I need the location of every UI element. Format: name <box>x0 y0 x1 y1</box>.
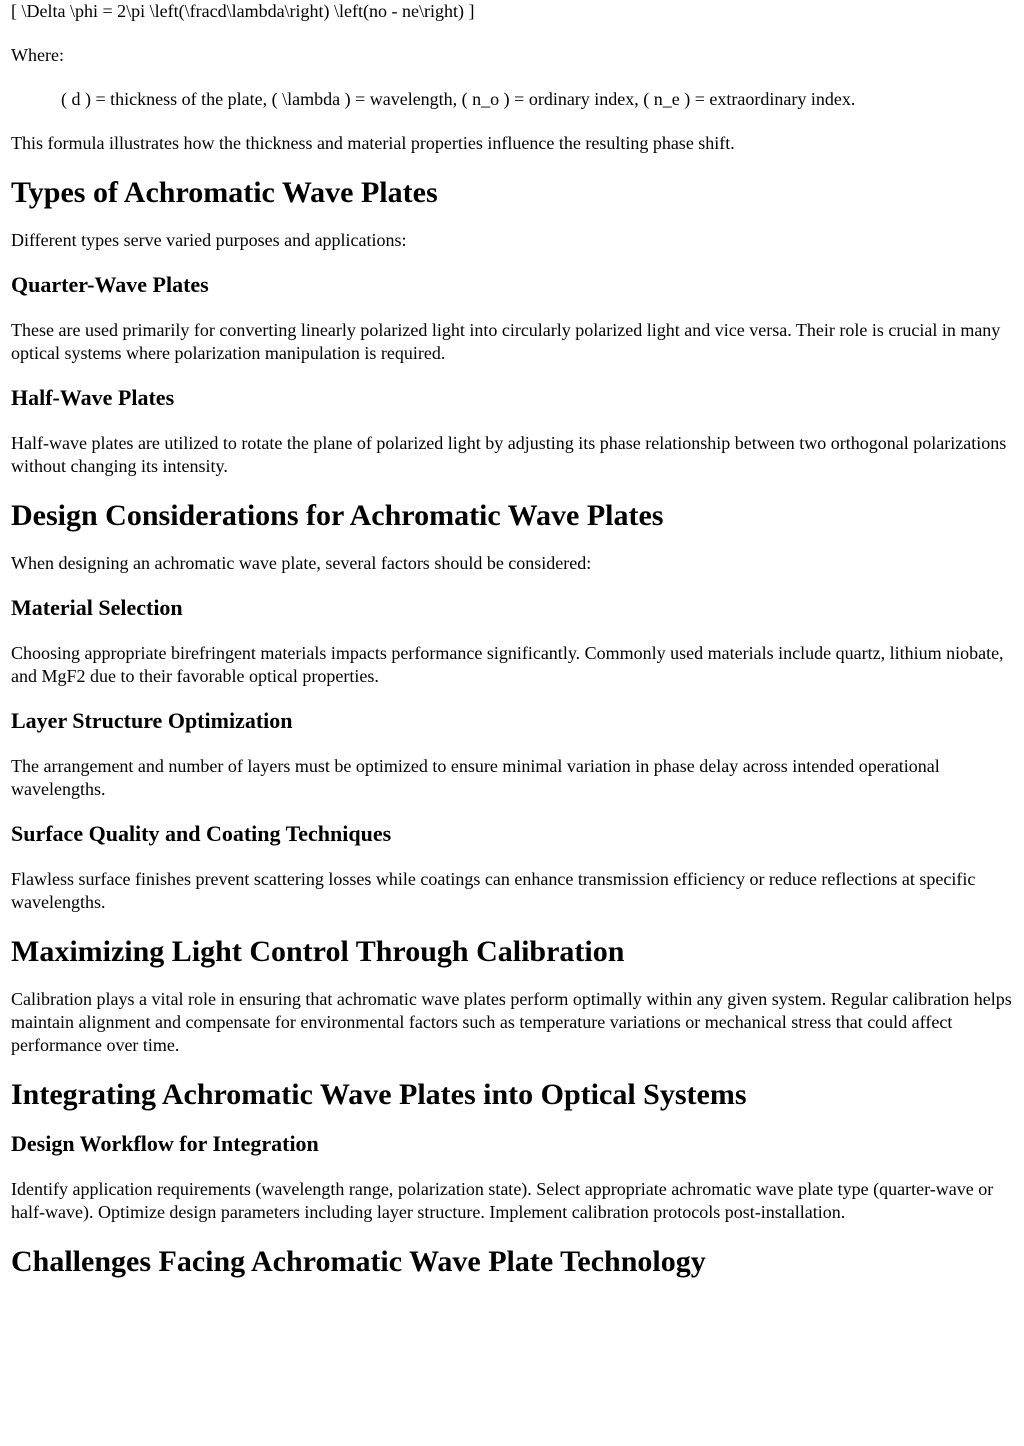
half-wave-heading: Half-Wave Plates <box>11 385 175 410</box>
layer-text: The arrangement and number of layers must be optimized to ensure minimal variation in phase delay across intended operational wavelengths. <box>11 756 940 799</box>
challenges-heading: Challenges Facing Achromatic Wave Plate Technology <box>11 1245 706 1278</box>
phase-formula: [ \Delta \phi = 2\pi \left(\fracd\lambda\right) \left(no - ne\right) ] <box>11 1 475 21</box>
formula-note: This formula illustrates how the thickness and material properties influence the resulting phase shift. <box>11 133 735 153</box>
quarter-wave-heading: Quarter-Wave Plates <box>11 272 209 297</box>
quarter-wave-text: These are used primarily for converting linearly polarized light into circularly polarized light and vice versa. Their role is crucial in many optical systems where polarization manipulation is required. <box>11 320 1001 363</box>
surface-text: Flawless surface finishes prevent scattering losses while coatings can enhance transmission efficiency or reduce reflections at specific wavelengths. <box>11 869 976 912</box>
article-body <box>11 0 1015 1280</box>
types-heading: Types of Achromatic Wave Plates <box>11 176 438 209</box>
calibration-heading: Maximizing Light Control Through Calibration <box>11 935 625 968</box>
design-heading: Design Considerations for Achromatic Wave Plates <box>11 499 664 532</box>
integration-heading: Integrating Achromatic Wave Plates into Optical Systems <box>11 1078 747 1111</box>
variable-definitions: ( d ) = thickness of the plate, ( \lambda ) = wavelength, ( n_o ) = ordinary index, ( n_e ) = extraordinary index. <box>61 89 856 109</box>
layer-heading: Layer Structure Optimization <box>11 708 293 733</box>
material-heading: Material Selection <box>11 595 183 620</box>
surface-heading: Surface Quality and Coating Techniques <box>11 821 392 846</box>
calibration-text: Calibration plays a vital role in ensuring that achromatic wave plates perform optimally within any given system. Regular calibration helps maintain alignment and compensate for environmental factors such as temperature variations or mechanical stress that could affect performance over time. <box>11 989 1012 1055</box>
design-intro: When designing an achromatic wave plate, several factors should be considered: <box>11 553 592 573</box>
material-text: Choosing appropriate birefringent materials impacts performance significantly. Commonly used materials include quartz, lithium niobate, and MgF2 due to their favorable optical properties. <box>11 643 1004 686</box>
where-label: Where: <box>11 45 64 65</box>
workflow-heading: Design Workflow for Integration <box>11 1131 319 1156</box>
workflow-text: Identify application requirements (wavelength range, polarization state). Select appropriate achromatic wave plate type (quarter-wave or half-wave). Optimize design parameters including layer structure. Implement calibration protocols post-installation. <box>11 1179 994 1222</box>
types-intro: Different types serve varied purposes and applications: <box>11 230 407 250</box>
half-wave-text: Half-wave plates are utilized to rotate the plane of polarized light by adjusting its phase relationship between two orthogonal polarizations without changing its intensity. <box>11 433 1007 476</box>
